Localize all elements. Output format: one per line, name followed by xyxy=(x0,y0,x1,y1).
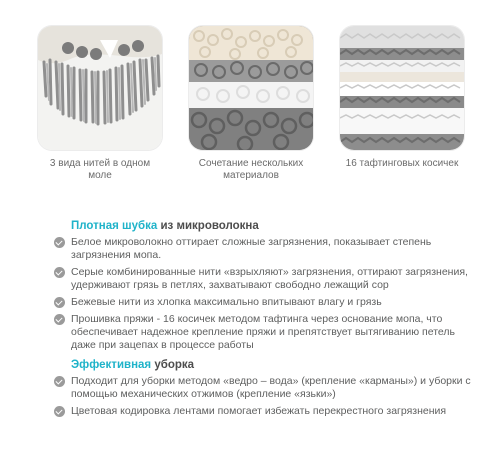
list-item: Прошивка пряжи - 16 косичек методом тафтинга через основание мопа, что обеспечивает надежное крепление пряжи и препятствует вытягиванию петель даже при зацепах в процессе работы xyxy=(54,313,474,352)
photo-caption: 3 вида нитей в одном моле xyxy=(49,158,151,181)
list-item: Серые комбинированные нити «взрыхляют» загрязнения, оттирают загрязнения, удерживают грязь в петлях, захватывают свободно лежащий сор xyxy=(54,266,474,292)
mop-fringe-image xyxy=(38,26,162,150)
mop-loops-image xyxy=(189,26,313,150)
check-icon xyxy=(54,314,65,325)
section-heading-dense-coat xyxy=(71,219,474,233)
heading-accent: Эффективная xyxy=(71,359,152,371)
section-heading-effective-cleaning xyxy=(71,358,474,372)
features-section xyxy=(54,219,474,424)
list-item: Подходит для уборки методом «ведро – вода» (крепление «карманы») и уборки с помощью механических отжимов (крепление «язьки») xyxy=(54,375,474,401)
check-icon xyxy=(54,237,65,248)
photo-gallery xyxy=(0,26,500,186)
check-icon xyxy=(54,406,65,417)
mop-braids-image xyxy=(340,26,464,150)
check-icon xyxy=(54,376,65,387)
list-item: Бежевые нити из хлопка максимально впитывают влагу и грязь xyxy=(54,296,474,309)
feature-list xyxy=(54,375,474,418)
heading-accent: Плотная шубка xyxy=(71,220,158,232)
list-item: Белое микроволокно оттирает сложные загрязнения, показывает степень загрязнения мопа. xyxy=(54,236,474,262)
list-item: Цветовая кодировка лентами помогает избежать перекрестного загрязнения xyxy=(54,405,474,418)
photo-card-braids xyxy=(340,26,464,170)
feature-list xyxy=(54,236,474,352)
check-icon xyxy=(54,267,65,278)
photo-caption: 16 тафтинговых косичек xyxy=(345,158,459,169)
heading-rest: из микроволокна xyxy=(157,220,259,232)
photo-card-loops xyxy=(189,26,313,182)
photo-caption: Сочетание нескольких материалов xyxy=(198,158,304,181)
photo-card-fringe xyxy=(38,26,162,182)
check-icon xyxy=(54,297,65,308)
heading-rest: уборка xyxy=(151,359,195,371)
